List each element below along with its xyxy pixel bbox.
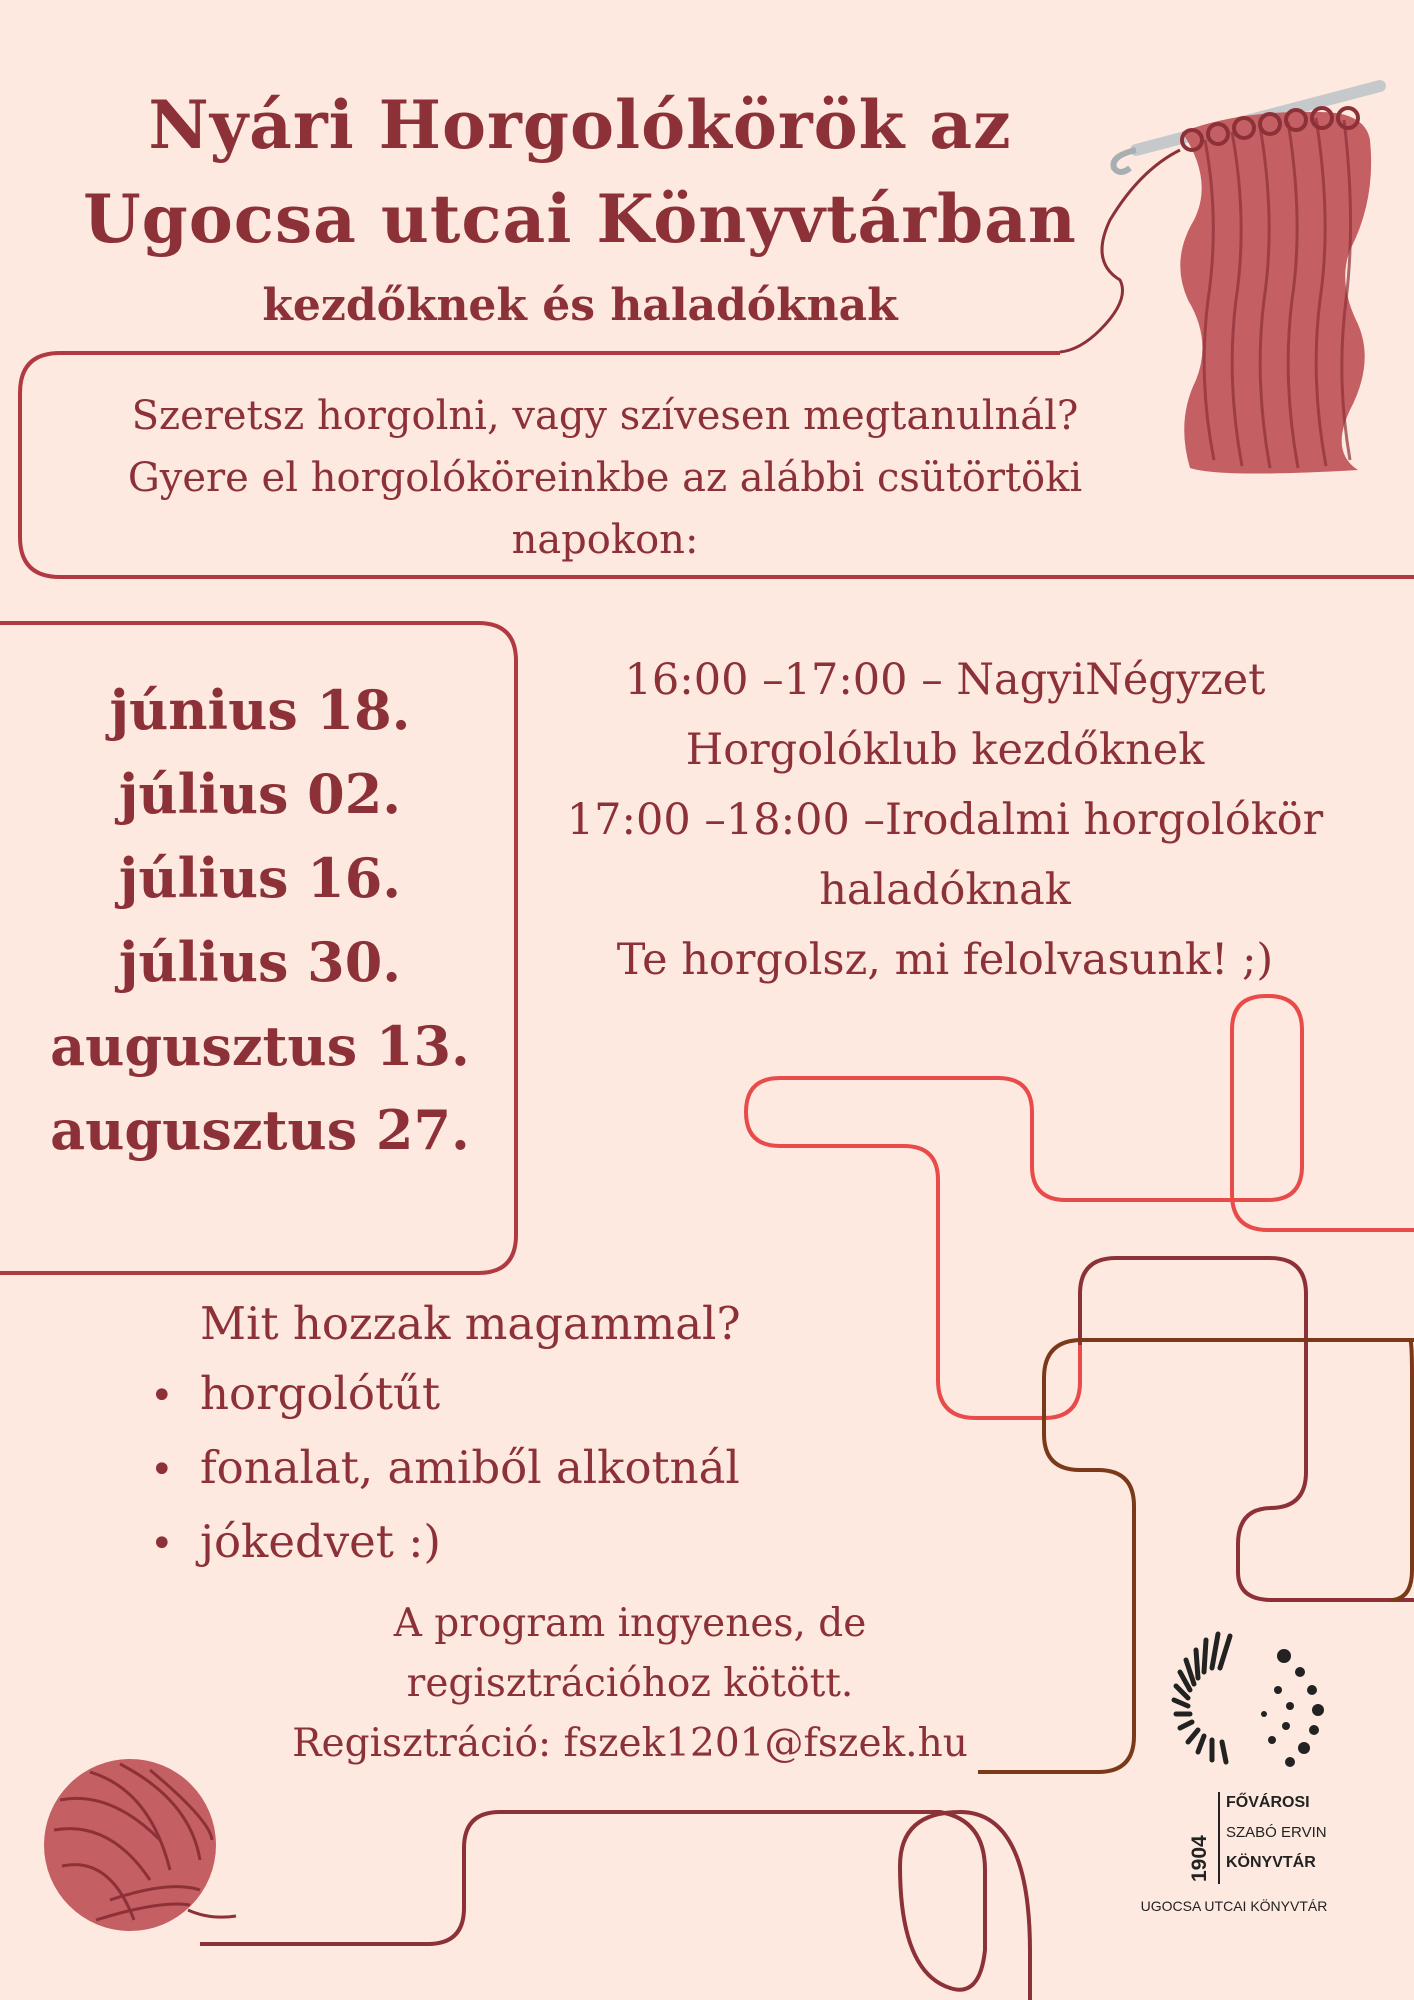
date-list — [20, 668, 500, 1172]
title-line-1: Nyári Horgolókörök az — [148, 86, 1012, 164]
schedule — [520, 645, 1370, 995]
yarn-line-brown — [978, 1340, 1414, 1772]
subtitle: kezdőknek és haladóknak — [262, 280, 898, 331]
date-item: július 30. — [118, 930, 402, 994]
schedule-line-3: 17:00 –18:00 –Irodalmi horgolókör — [566, 795, 1324, 845]
schedule-line-4: haladóknak — [819, 865, 1071, 915]
bring-list — [150, 1358, 740, 1580]
library-logo — [1188, 1792, 1327, 1888]
intro-line-1: Szeretsz horgolni, vagy szívesen megtanulnál? — [131, 393, 1079, 439]
bring-heading: Mit hozzak magammal? — [200, 1297, 741, 1350]
schedule-line-2: Horgolóklub kezdőknek — [685, 725, 1205, 775]
logo-branch: UGOCSA UTCAI KÖNYVTÁR — [1140, 1898, 1328, 1914]
registration-info — [230, 1594, 1030, 1774]
schedule-line-1: 16:00 –17:00 – NagyiNégyzet — [624, 655, 1266, 705]
yarn-ball-illustration — [44, 1759, 236, 1931]
list-item: • horgolótűt — [150, 1358, 740, 1432]
logo-line-1: FŐVÁROSI — [1226, 1794, 1310, 1811]
yarn-line-red — [746, 996, 1414, 1418]
logo-divider — [1218, 1792, 1220, 1884]
intro-line-3: napokon: — [511, 517, 699, 563]
date-item: augusztus 13. — [50, 1014, 470, 1078]
date-item: június 18. — [109, 678, 411, 742]
logo-line-3: KÖNYVTÁR — [1226, 1854, 1316, 1871]
date-item: július 16. — [118, 846, 402, 910]
yarn-line-darkred — [1080, 1258, 1414, 1600]
intro-line-2: Gyere el horgolóköreinkbe az alábbi csütörtöki — [127, 455, 1083, 501]
footer-line-3: Regisztráció: fszek1201@fszek.hu — [292, 1721, 968, 1766]
footer-line-1: A program ingyenes, de — [393, 1601, 867, 1646]
yarn-line-bottom — [200, 1812, 1030, 2000]
date-item: augusztus 27. — [50, 1098, 470, 1162]
intro-text — [40, 385, 1170, 571]
logo-year: 1904 — [1188, 1835, 1211, 1882]
list-item: • fonalat, amiből alkotnál — [150, 1432, 740, 1506]
date-item: július 02. — [118, 762, 402, 826]
title-line-2: Ugocsa utcai Könyvtárban — [83, 180, 1077, 258]
library-logo-mark — [1174, 1634, 1324, 1767]
footer-line-2: regisztrációhoz kötött. — [406, 1661, 854, 1706]
logo-line-2: SZABÓ ERVIN — [1226, 1824, 1327, 1841]
schedule-line-5: Te horgolsz, mi felolvasunk! ;) — [616, 935, 1274, 985]
list-item: • jókedvet :) — [150, 1506, 740, 1580]
